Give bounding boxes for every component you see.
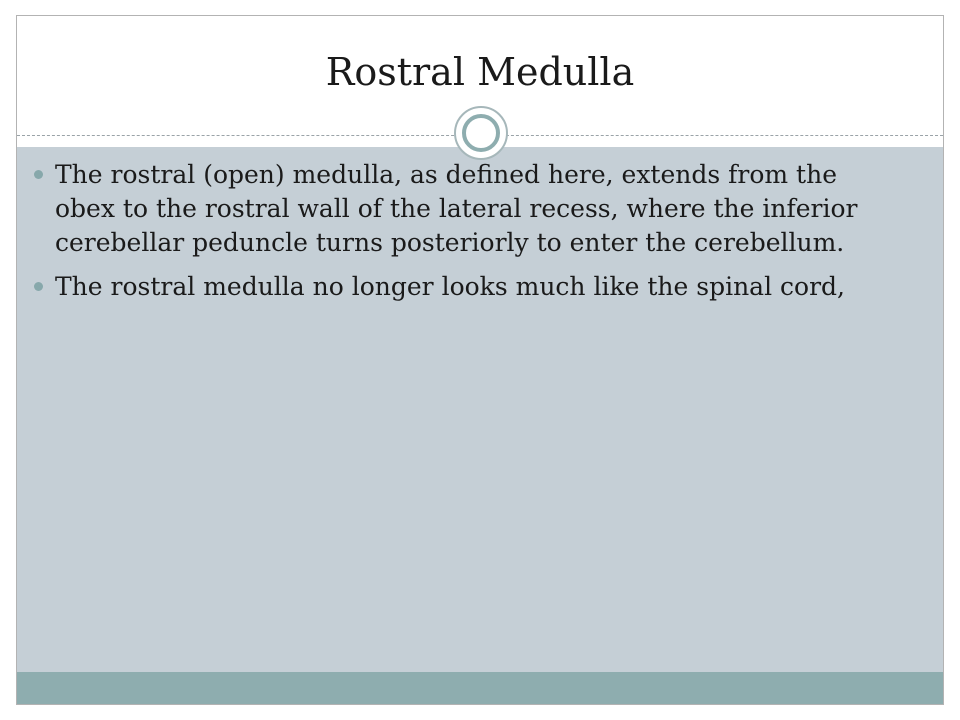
bullet-dot-icon	[34, 170, 43, 179]
circle-ornament-inner	[462, 114, 500, 152]
bullet-text: The rostral medulla no longer looks much like the spinal cord,	[55, 272, 845, 301]
slide-title: Rostral Medulla	[325, 50, 635, 94]
bullet-dot-icon	[34, 282, 43, 291]
bullet-text: The rostral (open) medulla, as defined here, extends from the obex to the rostral wall of the lateral recess, where the inferior cerebellar peduncle turns posteriorly to enter the cerebellum.	[55, 160, 858, 257]
bullet-item	[34, 270, 894, 304]
bullet-item	[34, 158, 894, 260]
footer-bar	[17, 672, 943, 704]
bullet-list	[34, 158, 894, 314]
slide	[16, 15, 944, 705]
circle-ornament-icon	[454, 106, 508, 160]
